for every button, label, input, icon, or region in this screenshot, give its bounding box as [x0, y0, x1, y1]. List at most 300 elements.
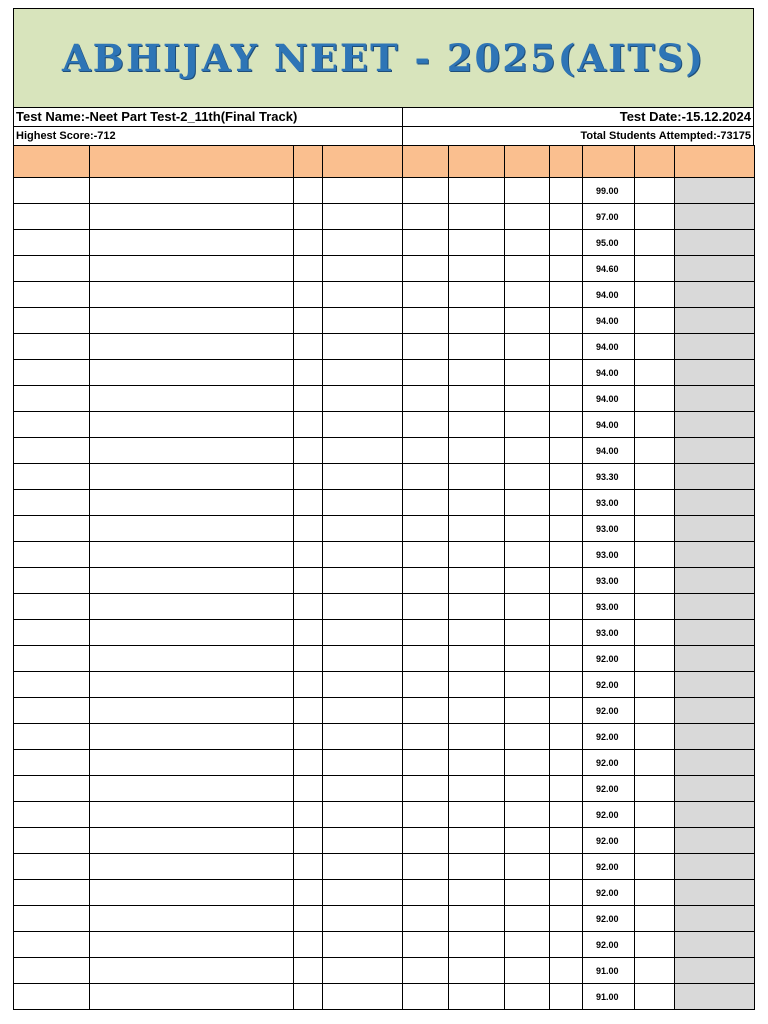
- table-cell: [323, 620, 403, 646]
- table-cell: [14, 984, 90, 1010]
- table-cell: [550, 620, 583, 646]
- table-row: [14, 932, 755, 958]
- table-cell: [550, 360, 583, 386]
- table-cell: [635, 828, 675, 854]
- table-row: [14, 906, 755, 932]
- table-cell: [323, 178, 403, 204]
- table-cell: [14, 490, 90, 516]
- table-cell: [294, 932, 323, 958]
- percentile-cell: 92.00: [583, 854, 635, 880]
- table-cell: [294, 178, 323, 204]
- table-cell: [550, 984, 583, 1010]
- table-cell: [635, 854, 675, 880]
- table-cell: [505, 646, 550, 672]
- table-cell: [635, 568, 675, 594]
- table-cell: [14, 880, 90, 906]
- table-cell: [505, 178, 550, 204]
- table-cell: [403, 230, 449, 256]
- table-cell: [550, 464, 583, 490]
- table-cell: [90, 204, 294, 230]
- table-cell: [323, 256, 403, 282]
- table-cell: [505, 308, 550, 334]
- shaded-cell: [675, 360, 755, 386]
- table-cell: [14, 308, 90, 334]
- table-cell: [90, 854, 294, 880]
- header-cell: [403, 146, 449, 178]
- shaded-cell: [675, 724, 755, 750]
- header-cell: [90, 146, 294, 178]
- table-cell: [550, 204, 583, 230]
- table-cell: [449, 386, 505, 412]
- table-cell: [550, 698, 583, 724]
- table-cell: [14, 542, 90, 568]
- table-cell: [635, 672, 675, 698]
- table-cell: [90, 906, 294, 932]
- table-cell: [449, 464, 505, 490]
- table-cell: [505, 828, 550, 854]
- table-cell: [505, 620, 550, 646]
- table-cell: [403, 958, 449, 984]
- shaded-cell: [675, 464, 755, 490]
- table-cell: [403, 490, 449, 516]
- table-cell: [550, 386, 583, 412]
- table-cell: [323, 334, 403, 360]
- table-cell: [90, 646, 294, 672]
- table-cell: [323, 646, 403, 672]
- table-cell: [550, 256, 583, 282]
- table-cell: [294, 854, 323, 880]
- shaded-cell: [675, 698, 755, 724]
- table-cell: [90, 308, 294, 334]
- table-cell: [635, 412, 675, 438]
- table-row: [14, 854, 755, 880]
- table-cell: [550, 672, 583, 698]
- table-cell: [403, 750, 449, 776]
- table-cell: [635, 594, 675, 620]
- table-row: [14, 230, 755, 256]
- banner-title: ABHIJAY NEET - 2025(AITS): [61, 36, 706, 80]
- table-cell: [14, 724, 90, 750]
- table-cell: [294, 594, 323, 620]
- highest-score: Highest Score:-712: [14, 127, 403, 145]
- table-cell: [635, 906, 675, 932]
- shaded-cell: [675, 230, 755, 256]
- table-row: [14, 880, 755, 906]
- table-cell: [505, 698, 550, 724]
- shaded-cell: [675, 308, 755, 334]
- table-cell: [403, 724, 449, 750]
- table-cell: [294, 204, 323, 230]
- table-cell: [635, 802, 675, 828]
- percentile-cell: 94.00: [583, 438, 635, 464]
- percentile-cell: 92.00: [583, 880, 635, 906]
- percentile-cell: 92.00: [583, 672, 635, 698]
- percentile-cell: 92.00: [583, 828, 635, 854]
- table-cell: [90, 932, 294, 958]
- table-cell: [294, 828, 323, 854]
- table-cell: [90, 750, 294, 776]
- table-cell: [323, 282, 403, 308]
- table-cell: [14, 646, 90, 672]
- test-name: Test Name:-Neet Part Test-2_11th(Final Track): [14, 108, 403, 126]
- table-cell: [505, 568, 550, 594]
- percentile-cell: 93.00: [583, 516, 635, 542]
- table-cell: [14, 334, 90, 360]
- table-cell: [294, 256, 323, 282]
- table-cell: [505, 802, 550, 828]
- table-cell: [403, 698, 449, 724]
- table-cell: [90, 594, 294, 620]
- table-cell: [505, 282, 550, 308]
- table-cell: [505, 776, 550, 802]
- shaded-cell: [675, 802, 755, 828]
- table-cell: [635, 724, 675, 750]
- table-cell: [90, 984, 294, 1010]
- shaded-cell: [675, 282, 755, 308]
- table-cell: [635, 750, 675, 776]
- table-row: [14, 984, 755, 1010]
- table-cell: [14, 516, 90, 542]
- table-cell: [403, 334, 449, 360]
- shaded-cell: [675, 984, 755, 1010]
- table-cell: [294, 386, 323, 412]
- total-students-attempted: Total Students Attempted:-73175: [580, 130, 751, 142]
- table-cell: [505, 230, 550, 256]
- table-cell: [323, 542, 403, 568]
- table-cell: [403, 308, 449, 334]
- shaded-cell: [675, 854, 755, 880]
- table-cell: [505, 750, 550, 776]
- header-cell: [323, 146, 403, 178]
- table-cell: [403, 854, 449, 880]
- table-cell: [449, 828, 505, 854]
- table-cell: [550, 490, 583, 516]
- table-cell: [403, 516, 449, 542]
- table-cell: [449, 594, 505, 620]
- table-cell: [90, 490, 294, 516]
- table-cell: [294, 360, 323, 386]
- table-row: [14, 828, 755, 854]
- table-cell: [550, 542, 583, 568]
- table-cell: [550, 880, 583, 906]
- table-cell: [90, 776, 294, 802]
- table-cell: [635, 386, 675, 412]
- table-cell: [323, 932, 403, 958]
- table-cell: [323, 230, 403, 256]
- table-row: [14, 204, 755, 230]
- table-cell: [294, 984, 323, 1010]
- table-cell: [449, 776, 505, 802]
- table-cell: [635, 464, 675, 490]
- table-cell: [294, 568, 323, 594]
- table-cell: [294, 724, 323, 750]
- percentile-cell: 94.60: [583, 256, 635, 282]
- table-cell: [550, 854, 583, 880]
- table-cell: [14, 958, 90, 984]
- shaded-cell: [675, 490, 755, 516]
- table-cell: [505, 412, 550, 438]
- table-row: [14, 516, 755, 542]
- shaded-cell: [675, 932, 755, 958]
- table-cell: [90, 724, 294, 750]
- table-row: [14, 438, 755, 464]
- table-cell: [294, 802, 323, 828]
- table-cell: [505, 386, 550, 412]
- table-cell: [323, 880, 403, 906]
- percentile-cell: 92.00: [583, 776, 635, 802]
- percentile-cell: 92.00: [583, 906, 635, 932]
- table-cell: [90, 178, 294, 204]
- table-cell: [90, 568, 294, 594]
- table-cell: [449, 230, 505, 256]
- table-row: [14, 542, 755, 568]
- table-cell: [505, 360, 550, 386]
- table-cell: [449, 906, 505, 932]
- table-cell: [403, 672, 449, 698]
- table-cell: [550, 802, 583, 828]
- table-row: [14, 646, 755, 672]
- percentile-cell: 95.00: [583, 230, 635, 256]
- table-cell: [323, 308, 403, 334]
- table-cell: [550, 724, 583, 750]
- table-cell: [294, 308, 323, 334]
- table-cell: [323, 750, 403, 776]
- table-cell: [403, 776, 449, 802]
- table-cell: [403, 204, 449, 230]
- table-cell: [449, 516, 505, 542]
- table-row: [14, 672, 755, 698]
- table-cell: [449, 438, 505, 464]
- table-cell: [403, 282, 449, 308]
- table-cell: [294, 516, 323, 542]
- shaded-cell: [675, 256, 755, 282]
- shaded-cell: [675, 750, 755, 776]
- table-cell: [323, 594, 403, 620]
- table-row: [14, 386, 755, 412]
- table-cell: [505, 542, 550, 568]
- percentile-cell: 92.00: [583, 698, 635, 724]
- table-row: [14, 256, 755, 282]
- table-cell: [505, 984, 550, 1010]
- table-cell: [323, 958, 403, 984]
- table-cell: [635, 490, 675, 516]
- table-cell: [90, 412, 294, 438]
- table-cell: [449, 698, 505, 724]
- table-cell: [449, 646, 505, 672]
- table-cell: [14, 698, 90, 724]
- table-row: [14, 568, 755, 594]
- shaded-cell: [675, 568, 755, 594]
- table-cell: [90, 880, 294, 906]
- table-cell: [90, 698, 294, 724]
- table-cell: [14, 256, 90, 282]
- table-cell: [505, 958, 550, 984]
- table-cell: [14, 282, 90, 308]
- table-cell: [403, 646, 449, 672]
- percentile-cell: 94.00: [583, 334, 635, 360]
- table-cell: [90, 516, 294, 542]
- table-cell: [294, 438, 323, 464]
- shaded-cell: [675, 646, 755, 672]
- table-cell: [294, 880, 323, 906]
- table-cell: [550, 412, 583, 438]
- table-cell: [90, 464, 294, 490]
- table-cell: [294, 750, 323, 776]
- table-cell: [635, 698, 675, 724]
- shaded-cell: [675, 620, 755, 646]
- table-cell: [294, 230, 323, 256]
- table-row: [14, 360, 755, 386]
- shaded-cell: [675, 828, 755, 854]
- percentile-cell: 93.00: [583, 620, 635, 646]
- table-cell: [403, 802, 449, 828]
- table-cell: [90, 672, 294, 698]
- table-cell: [403, 984, 449, 1010]
- percentile-cell: 93.00: [583, 490, 635, 516]
- shaded-cell: [675, 542, 755, 568]
- table-cell: [14, 230, 90, 256]
- table-body: [14, 178, 755, 1010]
- percentile-cell: 93.00: [583, 568, 635, 594]
- table-cell: [14, 204, 90, 230]
- table-row: [14, 464, 755, 490]
- table-cell: [14, 802, 90, 828]
- shaded-cell: [675, 594, 755, 620]
- table-cell: [90, 386, 294, 412]
- table-cell: [403, 256, 449, 282]
- table-cell: [505, 256, 550, 282]
- table-cell: [635, 620, 675, 646]
- table-cell: [403, 412, 449, 438]
- header-cell: [583, 146, 635, 178]
- table-cell: [323, 984, 403, 1010]
- table-row: [14, 620, 755, 646]
- table-cell: [635, 880, 675, 906]
- table-cell: [323, 906, 403, 932]
- title-banner: [13, 8, 754, 107]
- table-cell: [323, 204, 403, 230]
- table-cell: [505, 516, 550, 542]
- table-cell: [90, 620, 294, 646]
- table-cell: [14, 594, 90, 620]
- header-cell: [505, 146, 550, 178]
- table-cell: [550, 958, 583, 984]
- table-cell: [403, 932, 449, 958]
- table-row: [14, 282, 755, 308]
- table-cell: [635, 646, 675, 672]
- table-cell: [635, 178, 675, 204]
- percentile-cell: 94.00: [583, 282, 635, 308]
- table-cell: [403, 594, 449, 620]
- table-cell: [294, 334, 323, 360]
- test-date: Test Date:-15.12.2024: [619, 109, 751, 124]
- shaded-cell: [675, 204, 755, 230]
- table-cell: [323, 802, 403, 828]
- shaded-cell: [675, 880, 755, 906]
- shaded-cell: [675, 412, 755, 438]
- percentile-cell: 99.00: [583, 178, 635, 204]
- shaded-cell: [675, 776, 755, 802]
- table-cell: [90, 334, 294, 360]
- shaded-cell: [675, 906, 755, 932]
- table-cell: [323, 776, 403, 802]
- table-cell: [505, 594, 550, 620]
- table-cell: [449, 932, 505, 958]
- table-cell: [449, 542, 505, 568]
- table-cell: [403, 620, 449, 646]
- percentile-cell: 92.00: [583, 932, 635, 958]
- table-cell: [550, 516, 583, 542]
- table-cell: [323, 854, 403, 880]
- table-cell: [403, 880, 449, 906]
- table-cell: [323, 516, 403, 542]
- table-cell: [550, 568, 583, 594]
- table-cell: [550, 438, 583, 464]
- percentile-cell: 94.00: [583, 386, 635, 412]
- table-cell: [90, 828, 294, 854]
- table-header-row: [14, 146, 755, 178]
- table-cell: [294, 464, 323, 490]
- shaded-cell: [675, 516, 755, 542]
- table-cell: [505, 932, 550, 958]
- table-cell: [449, 282, 505, 308]
- table-cell: [90, 282, 294, 308]
- table-cell: [323, 698, 403, 724]
- table-cell: [323, 724, 403, 750]
- table-cell: [14, 568, 90, 594]
- table-cell: [14, 776, 90, 802]
- table-cell: [294, 776, 323, 802]
- table-cell: [90, 256, 294, 282]
- header-cell: [449, 146, 505, 178]
- table-cell: [550, 334, 583, 360]
- table-cell: [635, 204, 675, 230]
- shaded-cell: [675, 958, 755, 984]
- table-cell: [323, 828, 403, 854]
- table-cell: [505, 490, 550, 516]
- table-cell: [550, 594, 583, 620]
- table-cell: [505, 724, 550, 750]
- shaded-cell: [675, 386, 755, 412]
- table-cell: [449, 620, 505, 646]
- table-cell: [550, 932, 583, 958]
- table-cell: [449, 984, 505, 1010]
- percentile-cell: 97.00: [583, 204, 635, 230]
- table-cell: [550, 308, 583, 334]
- table-cell: [14, 906, 90, 932]
- header-cell: [635, 146, 675, 178]
- table-row: [14, 334, 755, 360]
- table-cell: [403, 542, 449, 568]
- percentile-cell: 92.00: [583, 750, 635, 776]
- table-cell: [505, 204, 550, 230]
- shaded-cell: [675, 334, 755, 360]
- shaded-cell: [675, 178, 755, 204]
- table-cell: [323, 412, 403, 438]
- table-cell: [90, 360, 294, 386]
- table-cell: [505, 438, 550, 464]
- table-cell: [14, 360, 90, 386]
- table-row: [14, 802, 755, 828]
- table-cell: [550, 828, 583, 854]
- table-cell: [403, 568, 449, 594]
- table-cell: [294, 282, 323, 308]
- table-cell: [323, 672, 403, 698]
- shaded-cell: [675, 672, 755, 698]
- percentile-cell: 93.30: [583, 464, 635, 490]
- percentile-cell: 93.00: [583, 594, 635, 620]
- table-row: [14, 412, 755, 438]
